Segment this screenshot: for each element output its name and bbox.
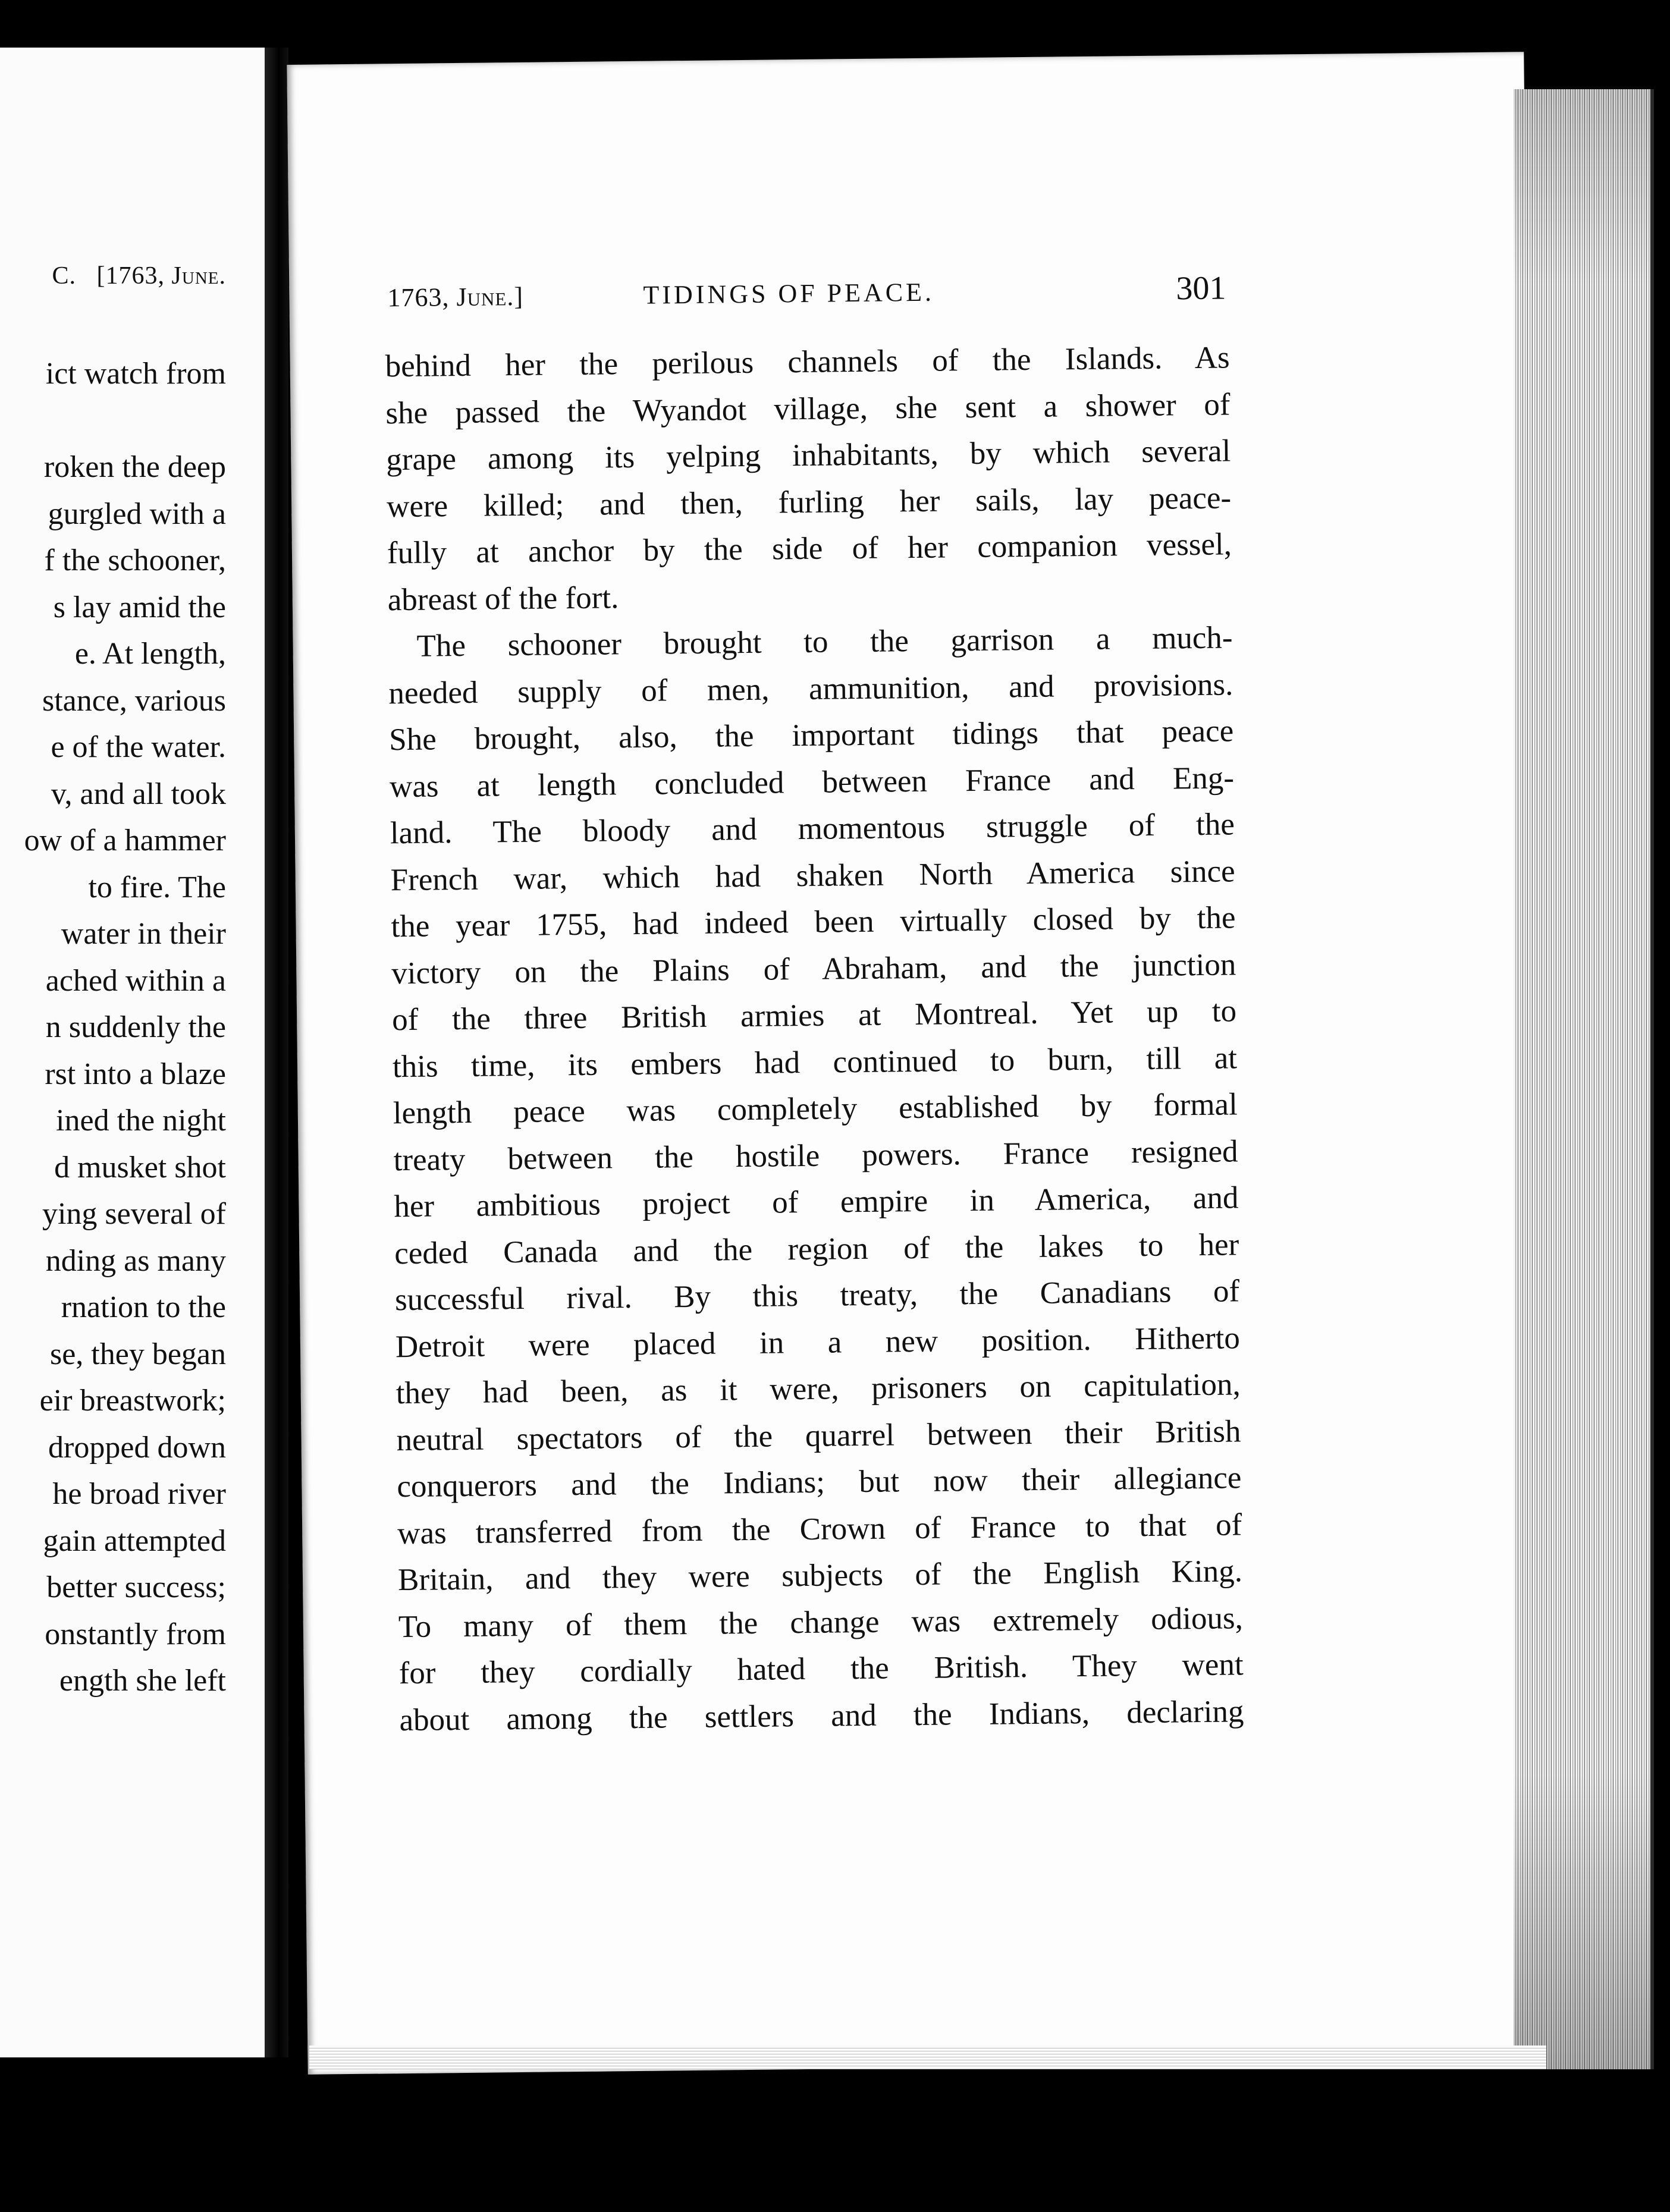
text-line: Detroit were placed in a new position. Hitherto: [395, 1320, 1241, 1364]
left-text-line: n suddenly the: [45, 1010, 226, 1044]
left-header-prefix: C.: [52, 262, 77, 290]
left-page-text: [24, 351, 226, 1705]
left-text-line: rst into a blaze: [45, 1057, 226, 1091]
text-line: The schooner brought to the garrison a much-: [416, 620, 1233, 664]
header-date: [387, 281, 523, 313]
left-text-line: [24, 398, 226, 445]
page-number: 301: [1176, 269, 1226, 307]
text-line: She brought, also, the important tidings that peace: [388, 714, 1234, 758]
left-header-date: [1763,: [96, 262, 165, 290]
left-text-line: ow of a hammer: [24, 824, 226, 857]
text-line: for they cordially hated the British. They went: [398, 1647, 1244, 1691]
text-line: victory on the Plains of Abraham, and the junction: [391, 947, 1236, 991]
text-line: grape among its yelping inhabitants, by which several: [386, 433, 1231, 477]
text-line: the year 1755, had indeed been virtually closed by the: [391, 900, 1236, 944]
left-text-line: f the schooner,: [44, 543, 226, 577]
left-text-line: stance, various: [42, 683, 226, 718]
page-fore-edge-shadow: [1514, 89, 1650, 2069]
text-line: her ambitious project of empire in America, and: [394, 1180, 1239, 1224]
text-line: successful rival. By this treaty, the Canadians of: [394, 1274, 1240, 1318]
left-text-line: ached within a: [45, 963, 226, 998]
chapter-title: TIDINGS OF PEACE.: [643, 277, 935, 310]
left-text-line: eir breastwork;: [39, 1384, 226, 1418]
left-text-line: nding as many: [45, 1243, 226, 1278]
text-line: were killed; and then, furling her sails, lay peace-: [386, 480, 1232, 524]
left-text-line: s lay amid the: [53, 590, 226, 624]
text-line: abreast of the fort.: [387, 580, 619, 617]
left-text-line: onstantly from: [45, 1617, 226, 1651]
left-text-line: v, and all took: [51, 777, 226, 811]
text-line: treaty between the hostile powers. France resigned: [393, 1133, 1238, 1177]
page-bottom-edge: [309, 2046, 1546, 2069]
book-page: [287, 52, 1545, 2075]
text-line: about among the settlers and the Indians, declaring: [399, 1693, 1244, 1737]
left-text-line: se, they began: [49, 1337, 226, 1371]
left-text-line: d musket shot: [54, 1150, 226, 1184]
left-running-header: [52, 262, 226, 290]
left-text-line: rnation to the: [61, 1290, 226, 1324]
text-line: behind her the perilous channels of the Islands. As: [385, 340, 1230, 384]
text-line: needed supply of men, ammunition, and provisions.: [388, 667, 1233, 711]
left-text-line: ying several of: [42, 1197, 226, 1231]
page-body-text: [385, 334, 1244, 1743]
text-line: conquerors and the Indians; but now their allegiance: [397, 1460, 1242, 1504]
text-line: they had been, as it were, prisoners on capitulation,: [395, 1367, 1241, 1411]
left-text-line: ength she left: [59, 1664, 226, 1698]
left-text-line: dropped down: [48, 1430, 226, 1465]
left-header-month: June.: [171, 262, 226, 290]
text-line: French war, which had shaken North America since: [390, 853, 1235, 897]
text-line: was at length concluded between France and Eng-: [389, 760, 1235, 804]
left-text-line: gurgled with a: [48, 497, 226, 531]
left-text-line: ict watch from: [45, 357, 226, 391]
left-text-line: ined the night: [56, 1104, 226, 1138]
text-line: Britain, and they were subjects of the English King.: [397, 1554, 1243, 1598]
left-text-line: e of the water.: [51, 730, 226, 764]
header-year: 1763,: [387, 282, 450, 313]
text-line: land. The bloody and momentous struggle of the: [390, 807, 1235, 851]
text-line: of the three British armies at Montreal. Yet up to: [391, 994, 1237, 1038]
text-line: this time, its embers had continued to burn, till at: [392, 1040, 1238, 1084]
text-line: fully at anchor by the side of her companion vessel,: [387, 527, 1232, 571]
text-line: To many of them the change was extremely odious,: [398, 1600, 1244, 1644]
text-line: she passed the Wyandot village, she sent a shower of: [385, 387, 1230, 431]
left-text-line: better success;: [46, 1570, 226, 1604]
text-line: was transferred from the Crown of France to that of: [397, 1507, 1242, 1551]
left-facing-page: [0, 48, 265, 2057]
left-text-line: he broad river: [52, 1477, 226, 1511]
text-line: length peace was completely established by formal: [393, 1087, 1238, 1131]
left-text-line: water in their: [61, 917, 226, 951]
left-text-line: e. At length,: [74, 637, 226, 671]
book-gutter: [265, 48, 288, 2057]
left-text-line: to fire. The: [88, 870, 226, 904]
running-header: [387, 269, 1226, 325]
header-month: June.]: [456, 281, 524, 312]
left-text-line: gain attempted: [43, 1523, 226, 1558]
text-line: ceded Canada and the region of the lakes to her: [394, 1227, 1239, 1271]
text-line: neutral spectators of the quarrel between their British: [396, 1413, 1241, 1457]
left-text-line: roken the deep: [43, 450, 226, 484]
